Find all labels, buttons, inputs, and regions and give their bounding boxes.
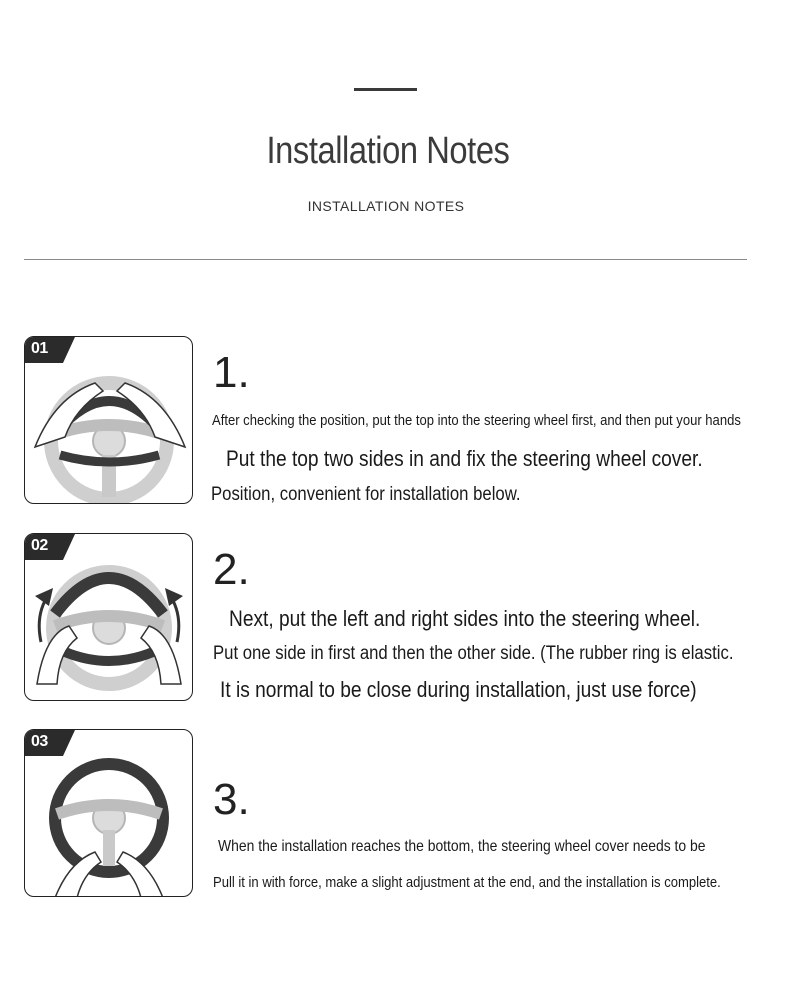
step-2-line-2: Put one side in first and then the other side. (The rubber ring is elastic. xyxy=(213,643,734,664)
step-2-line-1: Next, put the left and right sides into the steering wheel. xyxy=(229,606,701,631)
step-1-number: 1. xyxy=(213,348,250,397)
section-divider xyxy=(24,259,747,260)
step-badge: 02 xyxy=(31,537,48,554)
page-subtitle: INSTALLATION NOTES xyxy=(307,198,465,214)
step-badge: 03 xyxy=(31,733,48,750)
step-2-line-3: It is normal to be close during installation, just use force) xyxy=(220,677,697,702)
step-3-number: 3. xyxy=(213,775,250,824)
step-1-line-2: Put the top two sides in and fix the steering wheel cover. xyxy=(226,446,703,471)
step-2-number: 2. xyxy=(213,545,250,594)
page-title: Installation Notes xyxy=(266,130,510,172)
step-badge: 01 xyxy=(31,340,48,357)
step-3-image xyxy=(24,729,193,897)
step-1-line-1: After checking the position, put the top into the steering wheel first, and then put your hands xyxy=(212,412,741,429)
top-accent-rule xyxy=(354,88,417,91)
step-1-image xyxy=(24,336,193,504)
step-1-line-3: Position, convenient for installation below. xyxy=(211,484,521,505)
step-3-line-1: When the installation reaches the bottom, the steering wheel cover needs to be xyxy=(218,838,706,855)
step-2-image xyxy=(24,533,193,701)
step-3-line-2: Pull it in with force, make a slight adjustment at the end, and the installation is complete. xyxy=(213,874,721,891)
